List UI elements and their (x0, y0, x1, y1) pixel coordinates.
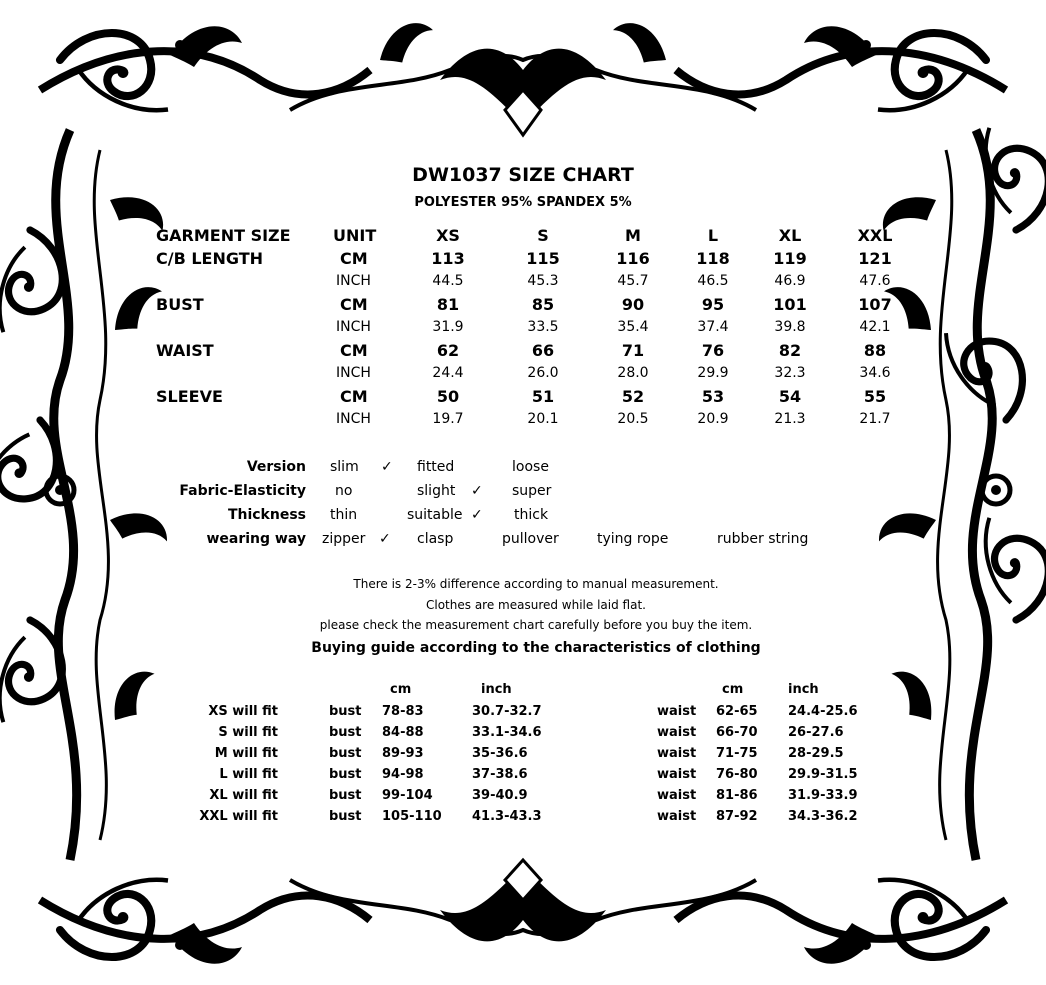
inch-value: 26.0 (527, 365, 559, 381)
measure-label: WAIST (156, 341, 214, 360)
guide-bust-cm: 94-98 (382, 767, 424, 782)
guide-size-label: S will fit (218, 725, 278, 740)
attribute-label: Thickness (227, 507, 306, 523)
inch-value: 34.6 (859, 365, 891, 381)
attribute-option: slight (417, 483, 456, 499)
note-line-2: Clothes are measured while laid flat. (426, 598, 646, 612)
inch-value: 46.5 (697, 273, 729, 289)
attribute-option: tying rope (597, 531, 669, 547)
cm-value: 66 (531, 341, 555, 360)
note-line-3: please check the measurement chart carefully before you buy the item. (319, 618, 753, 632)
cm-value: 85 (531, 295, 555, 314)
guide-bust-inch: 33.1-34.6 (472, 725, 542, 740)
cm-value: 101 (773, 295, 807, 314)
buying-guide-title: Buying guide according to the characteristics of clothing (311, 640, 761, 656)
inch-value: 35.4 (617, 319, 649, 335)
header-size-xl: XL (778, 226, 802, 245)
cm-value: 88 (863, 341, 887, 360)
attribute-option: fitted (417, 459, 455, 475)
guide-waist-inch: 26-27.6 (788, 725, 844, 740)
cm-value: 115 (526, 249, 560, 268)
attribute-option: slim (330, 459, 359, 475)
attribute-label: Version (246, 459, 306, 475)
guide-bust-inch: 39-40.9 (472, 788, 528, 803)
guide-bust-inch: 41.3-43.3 (472, 809, 542, 824)
attribute-option: rubber string (717, 531, 809, 547)
unit-cm: CM (340, 341, 368, 360)
guide-bust-label: bust (329, 725, 362, 740)
measure-label: BUST (156, 295, 204, 314)
inch-value: 20.9 (697, 411, 729, 427)
attribute-option: loose (512, 459, 549, 475)
guide-size-label: XXL will fit (199, 809, 278, 824)
cm-value: 121 (858, 249, 892, 268)
attribute-option: thin (330, 507, 358, 523)
guide-waist-inch: 31.9-33.9 (788, 788, 858, 803)
note-line-1: There is 2-3% difference according to manual measurement. (353, 577, 719, 591)
attribute-label: wearing way (206, 531, 306, 547)
inch-value: 24.4 (432, 365, 464, 381)
attribute-option: no (335, 483, 353, 499)
cm-value: 116 (616, 249, 650, 268)
cm-value: 50 (436, 387, 460, 406)
inch-value: 31.9 (432, 319, 464, 335)
guide-waist-label: waist (657, 704, 697, 719)
inch-value: 42.1 (859, 319, 891, 335)
chart-title: DW1037 SIZE CHART (412, 164, 634, 186)
cm-value: 51 (531, 387, 555, 406)
guide-waist-inch: 28-29.5 (788, 746, 844, 761)
guide-bust-cm: 84-88 (382, 725, 424, 740)
unit-inch: INCH (336, 319, 371, 335)
guide-bust-label: bust (329, 746, 362, 761)
guide-waist-cm: 76-80 (716, 767, 758, 782)
inch-value: 46.9 (774, 273, 806, 289)
guide-waist-label: waist (657, 809, 697, 824)
header-size-l: L (707, 226, 719, 245)
inch-value: 47.6 (859, 273, 891, 289)
cm-value: 90 (621, 295, 645, 314)
inch-value: 28.0 (617, 365, 649, 381)
guide-bust-label: bust (329, 704, 362, 719)
cm-value: 119 (773, 249, 807, 268)
cm-value: 52 (621, 387, 645, 406)
guide-size-label: XL will fit (209, 788, 278, 803)
cm-value: 107 (858, 295, 892, 314)
guide-waist-cm: 87-92 (716, 809, 758, 824)
top-border-ornament (40, 17, 1006, 135)
cm-value: 113 (431, 249, 465, 268)
cm-value: 71 (621, 341, 645, 360)
guide-header-inch: inch (788, 682, 819, 697)
attribute-option: super (512, 483, 552, 499)
guide-bust-inch: 30.7-32.7 (472, 704, 542, 719)
checkmark-icon: ✓ (471, 483, 483, 499)
attribute-option: pullover (502, 531, 559, 547)
guide-bust-cm: 105-110 (382, 809, 442, 824)
cm-value: 82 (778, 341, 802, 360)
inch-value: 19.7 (432, 411, 464, 427)
unit-cm: CM (340, 387, 368, 406)
inch-value: 21.7 (859, 411, 891, 427)
guide-waist-inch: 29.9-31.5 (788, 767, 858, 782)
unit-inch: INCH (336, 365, 371, 381)
header-unit: UNIT (333, 226, 377, 245)
header-garment-size: GARMENT SIZE (156, 226, 291, 245)
unit-cm: CM (340, 249, 368, 268)
guide-bust-cm: 89-93 (382, 746, 424, 761)
guide-header-cm: cm (722, 682, 744, 697)
guide-waist-cm: 71-75 (716, 746, 758, 761)
guide-bust-cm: 99-104 (382, 788, 433, 803)
attribute-label: Fabric-Elasticity (179, 483, 306, 499)
guide-bust-inch: 35-36.6 (472, 746, 528, 761)
guide-waist-label: waist (657, 746, 697, 761)
header-size-m: M (625, 226, 641, 245)
inch-value: 20.5 (617, 411, 649, 427)
guide-header-cm: cm (390, 682, 412, 697)
measure-label: C/B LENGTH (156, 249, 264, 268)
guide-waist-inch: 34.3-36.2 (788, 809, 858, 824)
guide-waist-label: waist (657, 725, 697, 740)
cm-value: 62 (436, 341, 460, 360)
unit-inch: INCH (336, 273, 371, 289)
inch-value: 39.8 (774, 319, 806, 335)
inch-value: 45.3 (527, 273, 559, 289)
fabric-composition: POLYESTER 95% SPANDEX 5% (414, 195, 632, 210)
inch-value: 20.1 (527, 411, 559, 427)
unit-inch: INCH (336, 411, 371, 427)
guide-waist-inch: 24.4-25.6 (788, 704, 858, 719)
guide-waist-cm: 62-65 (716, 704, 758, 719)
measure-label: SLEEVE (156, 387, 223, 406)
guide-bust-cm: 78-83 (382, 704, 424, 719)
guide-waist-cm: 66-70 (716, 725, 758, 740)
cm-value: 95 (701, 295, 725, 314)
checkmark-icon: ✓ (381, 459, 393, 475)
header-size-s: S (537, 226, 549, 245)
attribute-option: clasp (417, 531, 454, 547)
guide-header-inch: inch (481, 682, 512, 697)
guide-size-label: L will fit (219, 767, 278, 782)
cm-value: 76 (701, 341, 725, 360)
guide-waist-cm: 81-86 (716, 788, 758, 803)
attribute-option: thick (514, 507, 549, 523)
inch-value: 32.3 (774, 365, 806, 381)
attribute-option: suitable (407, 507, 463, 523)
header-size-xs: XS (436, 226, 460, 245)
cm-value: 81 (436, 295, 460, 314)
inch-value: 33.5 (527, 319, 559, 335)
guide-size-label: XS will fit (208, 704, 278, 719)
inch-value: 21.3 (774, 411, 806, 427)
inch-value: 37.4 (697, 319, 729, 335)
inch-value: 29.9 (697, 365, 729, 381)
inch-value: 45.7 (617, 273, 649, 289)
guide-waist-label: waist (657, 788, 697, 803)
guide-bust-label: bust (329, 788, 362, 803)
header-size-xxl: XXL (857, 226, 893, 245)
checkmark-icon: ✓ (379, 531, 391, 547)
cm-value: 54 (778, 387, 802, 406)
bottom-border-ornament (40, 860, 1006, 964)
cm-value: 53 (701, 387, 725, 406)
guide-bust-inch: 37-38.6 (472, 767, 528, 782)
guide-bust-label: bust (329, 809, 362, 824)
cm-value: 118 (696, 249, 730, 268)
guide-size-label: M will fit (214, 746, 278, 761)
cm-value: 55 (863, 387, 887, 406)
checkmark-icon: ✓ (471, 507, 483, 523)
attribute-option: zipper (322, 531, 366, 547)
guide-waist-label: waist (657, 767, 697, 782)
inch-value: 44.5 (432, 273, 464, 289)
unit-cm: CM (340, 295, 368, 314)
guide-bust-label: bust (329, 767, 362, 782)
